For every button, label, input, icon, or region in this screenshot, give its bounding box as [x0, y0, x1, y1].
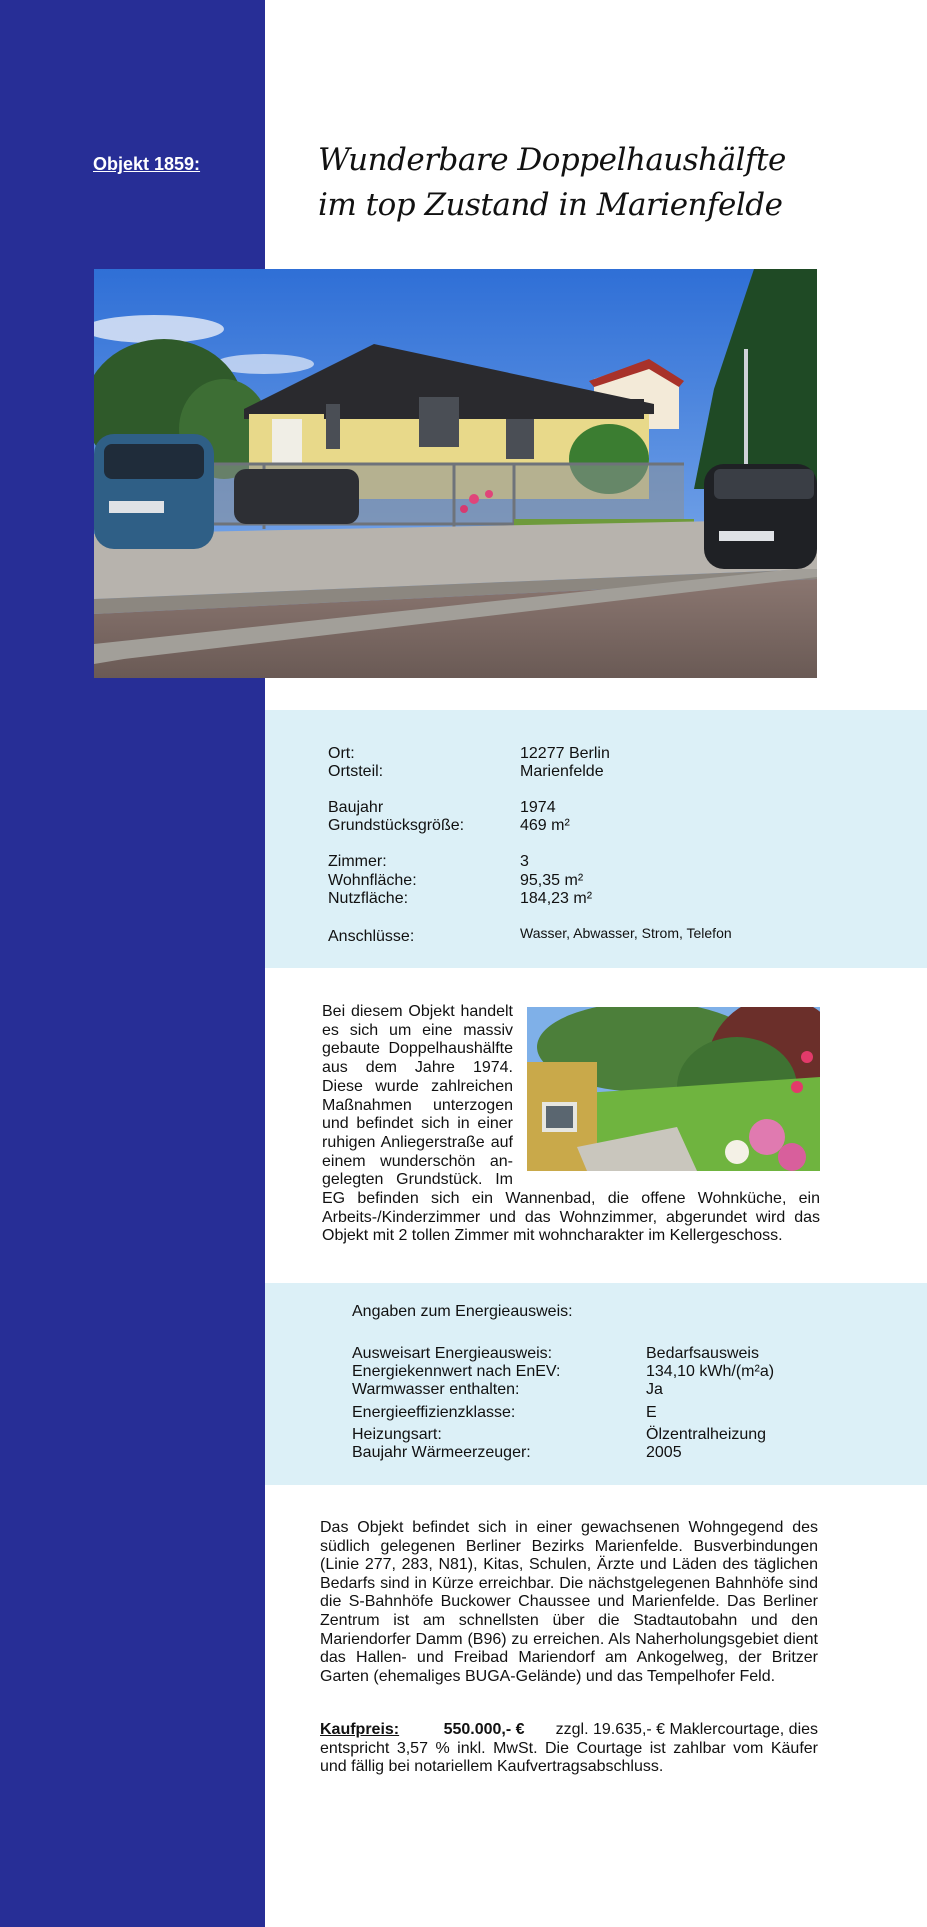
price-label: Kaufpreis: [320, 1721, 400, 1738]
location-description: Das Objekt befindet sich in einer gewachsenen Wohngegend des südlich gelegenen Berliner Bezirks Marienfelde. Busverbindungen (Linie 277, 283, N81), Kitas, Schulen, Ärzte und Läden des täglichen Bedarfs sind in Kürze erreichbar. Die nächstgelegenen Bahnhöfe sind die S-Bahnhöfe Buckower Chaussee und Marienfelde. Das Berliner Zentrum ist am schnellsten über die Stadtautobahn und den Mariendorfer Damm (B96) zu erreichen. Als Naherholungsgebiet dient das Hallen- und Freibad Mariendorf am Ankogelweg, der Britzer Garten (ehemaliges BUGA-Gelände) und das Tempelhofer Feld. [320, 1519, 818, 1685]
energy-certificate: Angaben zum Energieausweis: Ausweisart Energieausweis: Bedarfsausweis Energiekennwert nach EnEV: 134,10 kWh/(m²a) Warmwasser enthalten: Ja Energieeffizienzklasse: E Heizungsart: Ölzentralheizung Baujahr Wärmeerzeuger: 2005 [265, 1283, 927, 1485]
garden-photo [527, 1007, 820, 1171]
price-info [320, 1721, 818, 1777]
property-facts: Ort: 12277 Berlin Ortsteil: Marienfelde Baujahr 1974 Grundstücksgröße: 469 m² Zimmer: 3 Wohnfläche: 95,35 m² Nutzfläche: 184,23 m² Anschlüsse: Wasser, Abwasser, Strom, Telefon [265, 710, 927, 968]
description: Bei diesem Objekt handelt es sich um eine massiv gebaute Doppelhaushälfte aus dem Jahre 1974. Diese wurde zahlreichen Maßnahmen unterzogen und befindet sich in einer ruhigen Anliegerstraße auf einem wunderschön an-gelegten Grundstück. Im EG befinden sich ein Wannenbad, die offene Wohnküche, ein Arbeits-/Kinderzimmer und das Wohnzimmer, abgerundet wird das Objekt mit 2 tollen Zimmer mit wohncharakter im Kellergeschoss. [322, 1003, 820, 1246]
price-text: zzgl. 19.635,- € Maklercourtage, dies entspricht 3,57 % inkl. MwSt. Die Courtage ist zahlbar vom Käufer und fällig bei notariellem Kaufvertragsabschluss. [320, 1721, 819, 1776]
energy-heading: Angaben zum Energieausweis: [352, 1303, 573, 1320]
objekt-number: Objekt 1859: [93, 154, 201, 174]
house-exterior-photo [94, 269, 817, 678]
price-amount: 550.000,- € [443, 1721, 525, 1738]
page-title: Wunderbare Doppelhaushälfte im top Zustand in Marienfelde [318, 142, 786, 223]
